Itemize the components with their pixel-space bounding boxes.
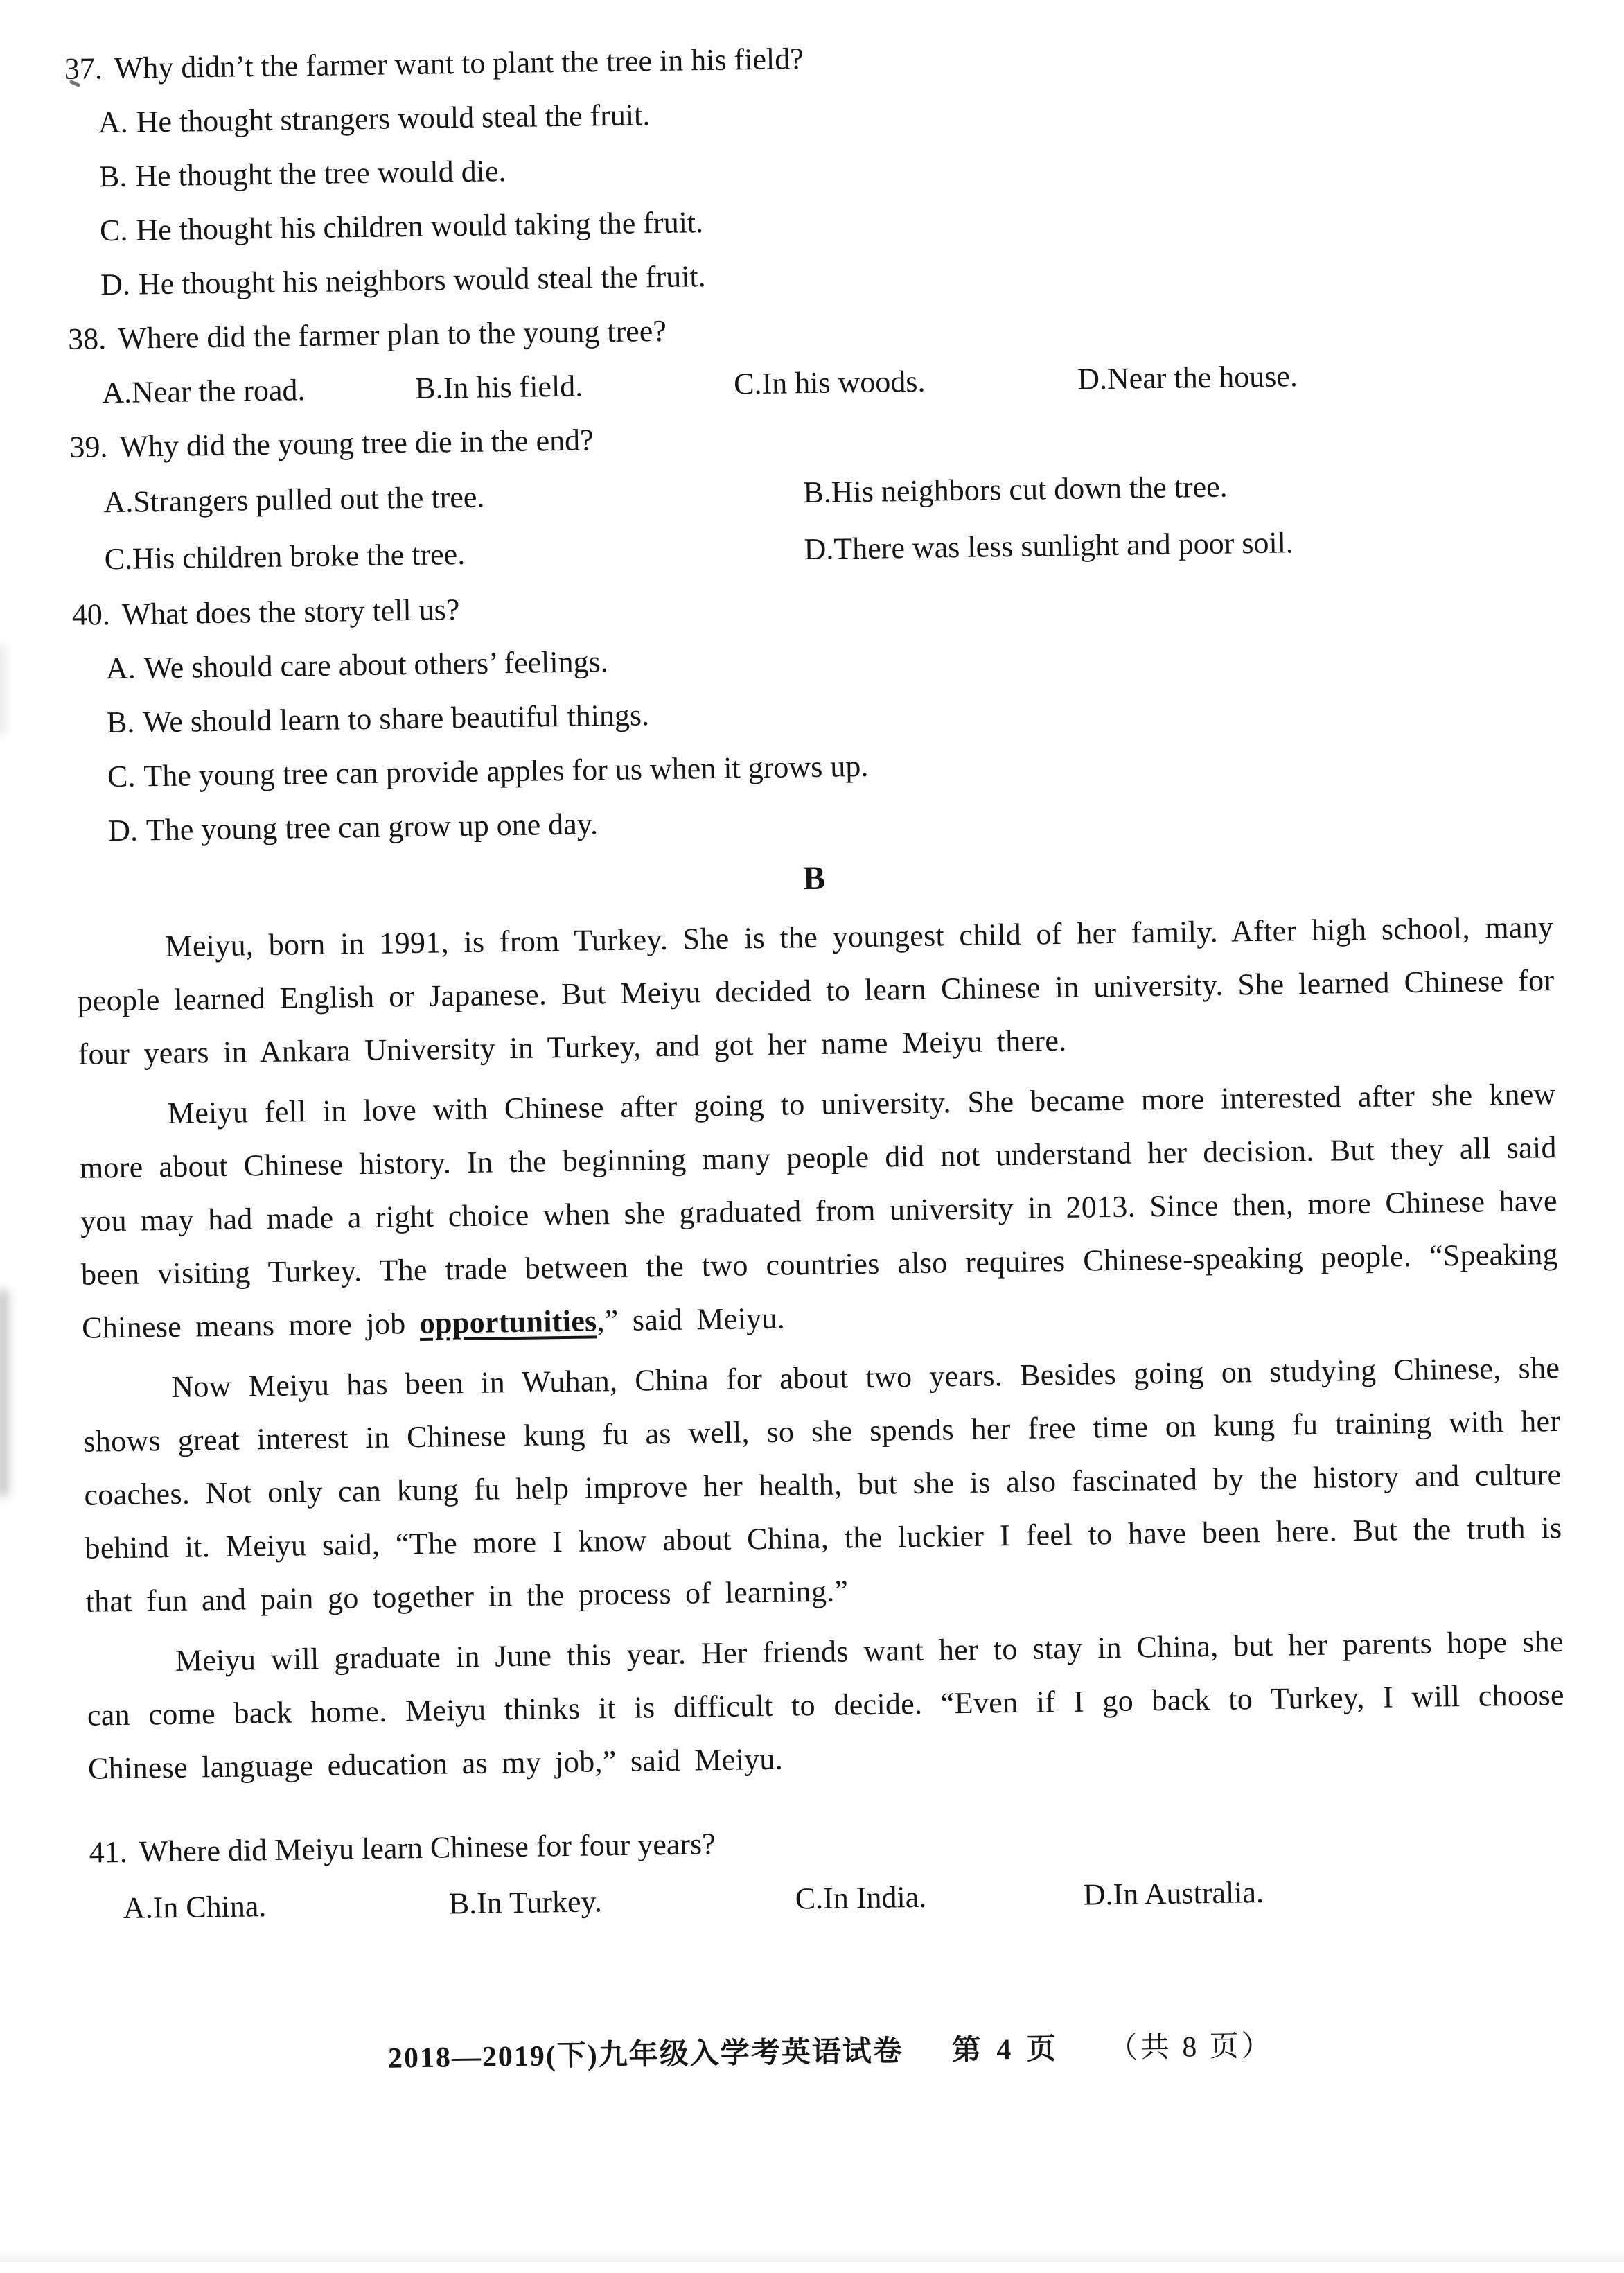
question-37-number: 37.: [64, 51, 103, 86]
option-text: In Turkey.: [476, 1884, 602, 1920]
question-38-text: Where did the farmer plan to the young tree?: [117, 313, 667, 356]
option-label: B.: [414, 371, 443, 405]
option-text: He thought his children would taking the fruit.: [136, 205, 704, 247]
option-text: Near the road.: [131, 373, 306, 410]
exam-title: 2018—2019(下)九年级入学考英语试卷: [387, 2035, 904, 2075]
option-text: In his field.: [443, 369, 583, 405]
option-text: Strangers pulled out the tree.: [132, 480, 485, 519]
passage-paragraph-3: Now Meiyu has been in Wuhan, China for about two years. Besides going on studying Chinese, she shows great interest in Chinese kung fu as well, so she spends her free time on kung fu training with her coaches. Not only can kung fu help improve her health, but she is also fascinated by the history and culture behind it. Meiyu said, “The more I know about China, the luckier I feel to have been here. But the truth is that fun and pain go together in the process of learning.”: [83, 1350, 1562, 1619]
passage-paragraph-1: Meiyu, born in 1991, is from Turkey. She is the youngest child of her family. After high school, many people learned English or Japanese. But Meiyu decided to learn Chinese in university. She learned Chinese for four years in Ankara University in Turkey, and got her name Meiyu there.: [77, 910, 1555, 1071]
paragraph-2-text: Meiyu fell in love with Chinese after going to university. She became more interested after she knew more about Chinese history. In the beginning many people did not understand her decision. But they all said you may had made a right choice when she graduated from university in 2013. Since then, more Chinese have been visiting Turkey. The trade between the two countries also requires Chinese-speaking people. “Speaking Chinese means more job: [79, 1077, 1559, 1345]
option-text: His children broke the tree.: [132, 536, 466, 576]
option-text: He thought strangers would steal the fruit.: [136, 98, 651, 139]
question-41-option-a: [123, 1875, 449, 1938]
option-label: C.: [107, 759, 136, 794]
option-label: C.: [733, 366, 762, 401]
question-41-option-d: [1083, 1859, 1567, 1924]
paragraph-2-text-end: ,” said Meiyu.: [597, 1301, 786, 1338]
passage-section-label: B: [802, 859, 826, 897]
option-text: He thought his neighbors would steal the fruit.: [138, 259, 706, 301]
question-41-option-b: [448, 1870, 795, 1933]
question-38-option-c: [734, 353, 1078, 412]
question-38-option-b: [415, 357, 734, 415]
option-label: A.: [101, 375, 132, 410]
option-label: B.: [448, 1886, 477, 1921]
option-text: Near the house.: [1106, 359, 1298, 396]
question-39-option-d: [804, 511, 1548, 578]
question-39-option-b: [803, 454, 1548, 521]
option-label: D.: [100, 267, 131, 302]
option-label: A.: [105, 651, 136, 686]
question-39-number: 39.: [69, 430, 108, 464]
question-block-37-40: [64, 21, 1552, 859]
option-text: In his woods.: [761, 364, 926, 401]
question-38-option-d: [1077, 346, 1546, 406]
passage-paragraph-2: [78, 1067, 1559, 1355]
option-text: In Australia.: [1113, 1875, 1264, 1912]
option-label: B.: [803, 475, 832, 510]
question-40-text: What does the story tell us?: [121, 593, 460, 631]
highlighted-word-opportunities: opportunities: [419, 1304, 597, 1340]
option-label: D.: [107, 813, 139, 848]
reading-passage-b: [76, 900, 1565, 1796]
option-label: A.: [98, 105, 128, 140]
page-number: 第 4 页: [951, 2033, 1061, 2067]
option-label: A.: [103, 484, 134, 520]
option-text: The young tree can grow up one day.: [145, 807, 599, 848]
page-footer: [92, 2021, 1570, 2084]
option-text: In India.: [822, 1879, 927, 1915]
question-41-text: Where did Meiyu learn Chinese for four years?: [139, 1827, 716, 1869]
question-39-option-c: [104, 521, 804, 588]
option-text: The young tree can provide apples for us when it grows up.: [143, 748, 869, 793]
option-label: C.: [104, 541, 133, 577]
option-label: D.: [1083, 1877, 1113, 1912]
total-pages: （共 8 页）: [1108, 2030, 1274, 2065]
option-label: A.: [123, 1890, 153, 1926]
question-39-text: Why did the young tree die in the end?: [119, 423, 594, 464]
question-block-41: [89, 1805, 1567, 1938]
option-text: We should care about others’ feelings.: [143, 644, 608, 685]
option-label: B.: [106, 705, 135, 740]
option-text: In China.: [152, 1889, 267, 1925]
question-41-option-c: [795, 1866, 1084, 1929]
option-label: B.: [98, 159, 127, 194]
option-label: D.: [804, 532, 834, 567]
scan-artifact-bottom-shade: [0, 2251, 1624, 2262]
question-38-option-a: [102, 362, 416, 420]
option-text: He thought the tree would die.: [134, 154, 506, 193]
question-38-number: 38.: [67, 322, 107, 356]
question-39-option-a: [103, 464, 804, 531]
option-text: His neighbors cut down the tree.: [831, 469, 1228, 509]
question-40-number: 40.: [71, 597, 111, 632]
option-label: C.: [99, 213, 128, 248]
option-label: D.: [1077, 361, 1108, 396]
option-label: C.: [795, 1881, 824, 1916]
question-41-number: 41.: [89, 1834, 128, 1870]
passage-paragraph-4: Meiyu will graduate in June this year. Her friends want her to stay in China, but her parents hope she can come back home. Meiyu thinks it is difficult to decide. “Even if I go back to Turkey, I will choose Chinese language education as my job,” said Meiyu.: [87, 1624, 1565, 1786]
question-37-text: Why didn’t the farmer want to plant the tree in his field?: [114, 42, 804, 85]
option-text: We should learn to share beautiful things.: [142, 698, 650, 739]
option-text: There was less sunlight and poor soil.: [833, 525, 1294, 566]
